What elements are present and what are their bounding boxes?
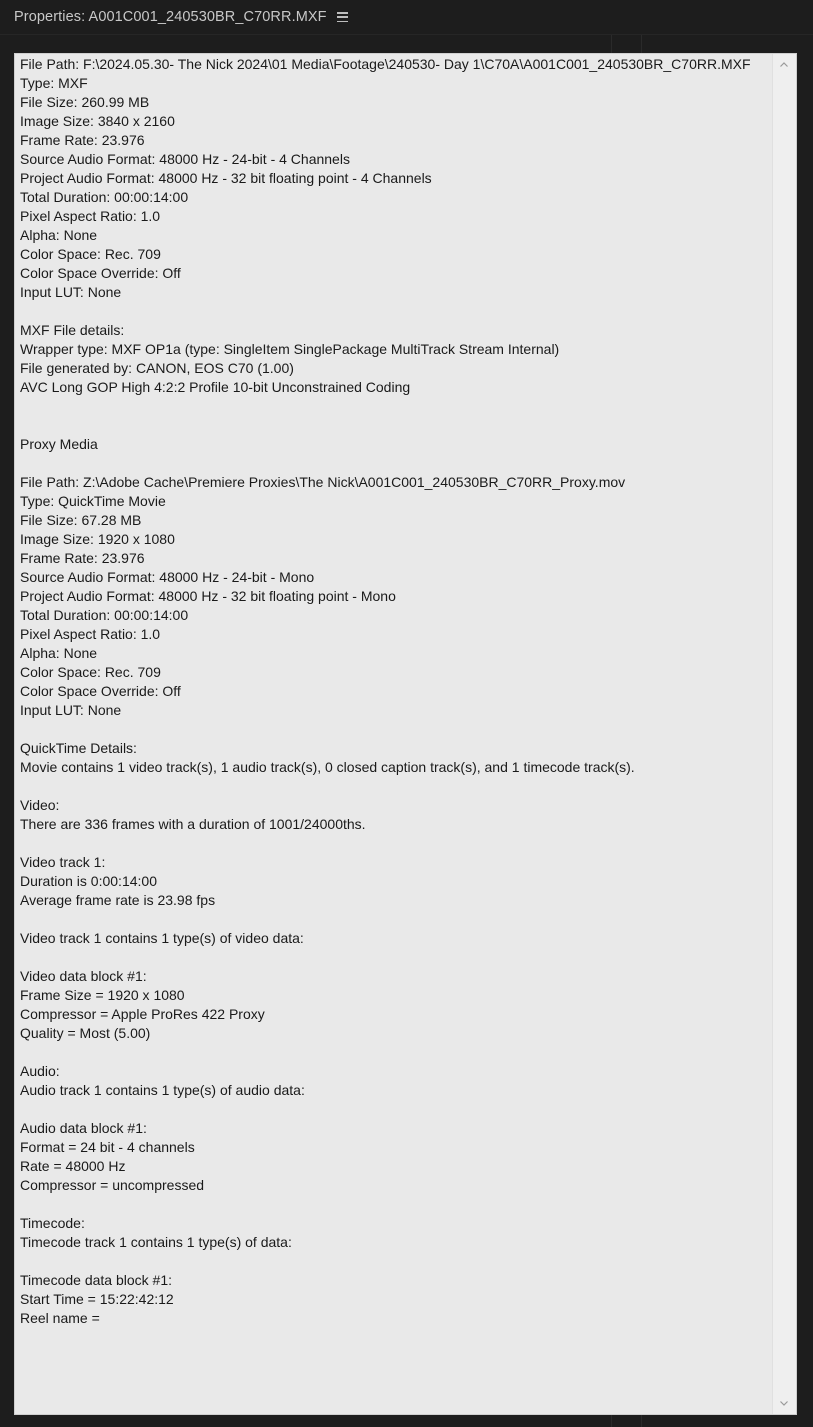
background-divider [0, 34, 813, 35]
property-line: Average frame rate is 23.98 fps [20, 892, 216, 908]
property-line: File Size: 67.28 MB [20, 512, 142, 528]
hamburger-menu-icon[interactable] [337, 12, 349, 22]
property-line: Timecode data block #1: [20, 1272, 173, 1288]
chevron-up-icon[interactable] [779, 60, 789, 70]
property-line: Alpha: None [20, 227, 98, 243]
property-line: Timecode: [20, 1215, 85, 1231]
property-line: Compressor = Apple ProRes 422 Proxy [20, 1006, 265, 1022]
property-line: Frame Rate: 23.976 [20, 550, 145, 566]
properties-text-area[interactable] [14, 53, 797, 1415]
property-line [20, 720, 772, 739]
properties-content [20, 54, 772, 1328]
property-line: File generated by: CANON, EOS C70 (1.00) [20, 360, 294, 376]
property-line [20, 302, 772, 321]
property-line: Start Time = 15:22:42:12 [20, 1291, 174, 1307]
property-line: Audio: [20, 1063, 60, 1079]
property-line: Source Audio Format: 48000 Hz - 24-bit - 4 Channels [20, 151, 350, 167]
property-line: Proxy Media [20, 436, 98, 452]
property-line: Audio track 1 contains 1 type(s) of audio data: [20, 1082, 305, 1098]
property-line: Color Space: Rec. 709 [20, 246, 161, 262]
property-line: Color Space Override: Off [20, 683, 181, 699]
property-line: Input LUT: None [20, 702, 122, 718]
chevron-down-icon[interactable] [779, 1398, 789, 1408]
vertical-scrollbar[interactable] [772, 54, 796, 1414]
property-line: Video data block #1: [20, 968, 147, 984]
property-line: Frame Size = 1920 x 1080 [20, 987, 185, 1003]
property-line: Project Audio Format: 48000 Hz - 32 bit floating point - 4 Channels [20, 170, 432, 186]
property-line [20, 910, 772, 929]
property-line: Image Size: 3840 x 2160 [20, 113, 175, 129]
property-line: Type: MXF [20, 75, 88, 91]
property-line: Type: QuickTime Movie [20, 493, 166, 509]
property-line: Movie contains 1 video track(s), 1 audio track(s), 0 closed caption track(s), and 1 timecode track(s). [20, 759, 635, 775]
property-line [20, 1252, 772, 1271]
property-line: Reel name = [20, 1310, 100, 1326]
property-line: Input LUT: None [20, 284, 122, 300]
property-line: Pixel Aspect Ratio: 1.0 [20, 208, 161, 224]
panel-titlebar [0, 0, 813, 34]
property-line: Color Space: Rec. 709 [20, 664, 161, 680]
property-line: Video: [20, 797, 60, 813]
property-line: Timecode track 1 contains 1 type(s) of data: [20, 1234, 292, 1250]
property-line: Rate = 48000 Hz [20, 1158, 126, 1174]
property-line: MXF File details: [20, 322, 125, 338]
property-line: There are 336 frames with a duration of 1001/24000ths. [20, 816, 366, 832]
property-line [20, 834, 772, 853]
property-line: Pixel Aspect Ratio: 1.0 [20, 626, 161, 642]
property-line: Video track 1 contains 1 type(s) of video data: [20, 930, 304, 946]
property-line [20, 397, 772, 416]
property-line: Duration is 0:00:14:00 [20, 873, 157, 889]
panel-title: Properties: A001C001_240530BR_C70RR.MXF [14, 9, 327, 25]
property-line: Format = 24 bit - 4 channels [20, 1139, 195, 1155]
property-line: Alpha: None [20, 645, 98, 661]
property-line: Wrapper type: MXF OP1a (type: SingleItem SinglePackage MultiTrack Stream Internal) [20, 341, 560, 357]
property-line: File Path: Z:\Adobe Cache\Premiere Proxies\The Nick\A001C001_240530BR_C70RR_Proxy.mov [20, 474, 626, 490]
property-line: Compressor = uncompressed [20, 1177, 205, 1193]
property-line: AVC Long GOP High 4:2:2 Profile 10-bit Unconstrained Coding [20, 379, 411, 395]
property-line: Source Audio Format: 48000 Hz - 24-bit - Mono [20, 569, 315, 585]
property-line [20, 1100, 772, 1119]
property-line: Total Duration: 00:00:14:00 [20, 189, 189, 205]
property-line: File Size: 260.99 MB [20, 94, 150, 110]
property-line: File Path: F:\2024.05.30- The Nick 2024\01 Media\Footage\240530- Day 1\C70A\A001C001_240530BR_C70RR.MXF [20, 56, 751, 72]
property-line [20, 777, 772, 796]
property-line: Image Size: 1920 x 1080 [20, 531, 175, 547]
property-line: Video track 1: [20, 854, 106, 870]
property-line: QuickTime Details: [20, 740, 137, 756]
property-line: Quality = Most (5.00) [20, 1025, 151, 1041]
property-line: Frame Rate: 23.976 [20, 132, 145, 148]
property-line: Color Space Override: Off [20, 265, 181, 281]
property-line: Total Duration: 00:00:14:00 [20, 607, 189, 623]
property-line: Audio data block #1: [20, 1120, 147, 1136]
property-line [20, 1195, 772, 1214]
property-line [20, 454, 772, 473]
property-line [20, 1043, 772, 1062]
property-line [20, 416, 772, 435]
property-line [20, 948, 772, 967]
property-line: Project Audio Format: 48000 Hz - 32 bit floating point - Mono [20, 588, 396, 604]
